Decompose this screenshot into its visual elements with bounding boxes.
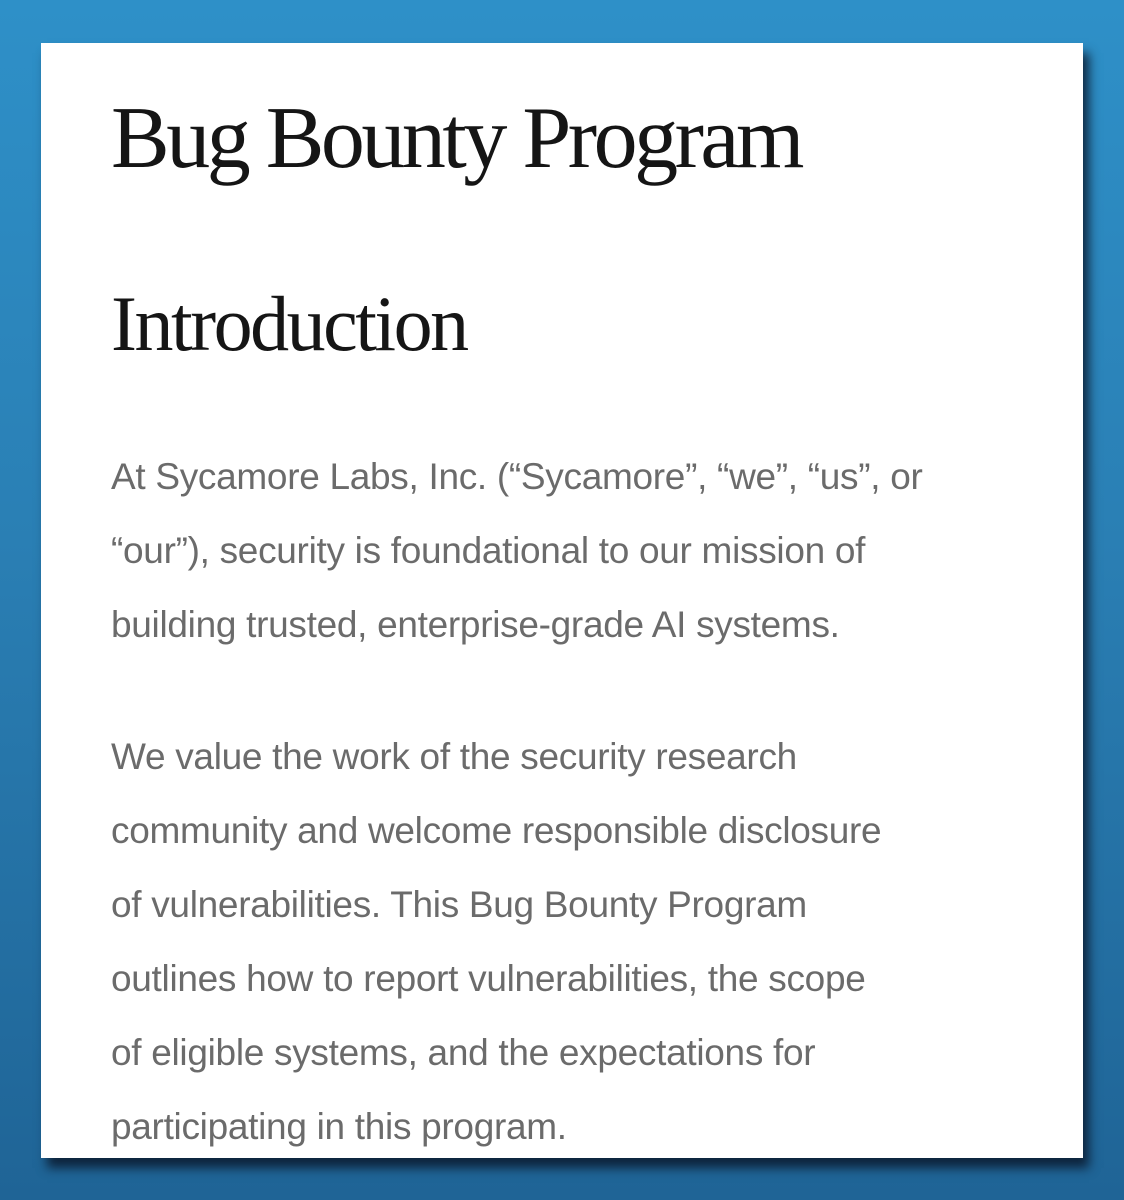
paragraph-line: building trusted, enterprise-grade AI systems. [111, 604, 840, 645]
paragraph-line: participating in this program. [111, 1106, 567, 1147]
paragraph-line: outlines how to report vulnerabilities, the scope [111, 958, 866, 999]
intro-paragraph-2 [111, 720, 1031, 1158]
paragraph-line: “our”), security is foundational to our mission of [111, 530, 866, 571]
paragraph-line: community and welcome responsible disclosure [111, 810, 882, 851]
paragraph-line: We value the work of the security research [111, 736, 797, 777]
intro-paragraph-1 [111, 440, 1031, 662]
introduction-heading: Introduction [111, 280, 467, 367]
page-title: Bug Bounty Program [111, 90, 801, 187]
paragraph-line: of vulnerabilities. This Bug Bounty Program [111, 884, 807, 925]
paragraph-line: of eligible systems, and the expectations for [111, 1032, 816, 1073]
paragraph-line: At Sycamore Labs, Inc. (“Sycamore”, “we”, “us”, or [111, 456, 923, 497]
document-card [41, 43, 1083, 1158]
